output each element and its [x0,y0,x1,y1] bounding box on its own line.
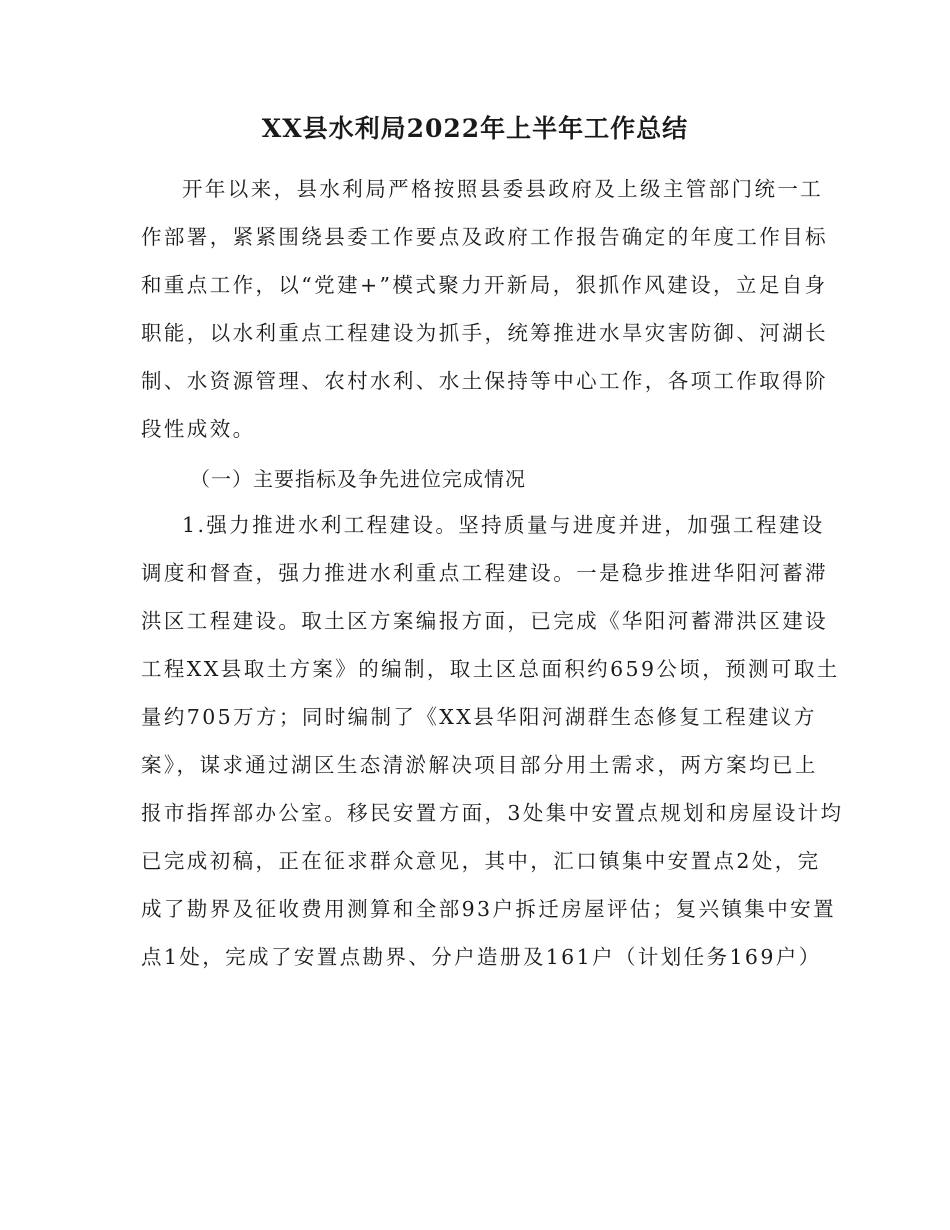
paragraph-line: 制、水资源管理、农村水利、水土保持等中心工作，各项工作取得阶 [141,369,828,393]
paragraph-line: 段性成效。 [141,417,256,441]
paragraph-line: 调度和督查，强力推进水利重点工程建设。一是稳步推进华阳河蓄滞 [141,561,828,585]
paragraph-line: 已完成初稿，正在征求群众意见，其中，汇口镇集中安置点2处，完 [141,849,821,873]
paragraph-line: 洪区工程建设。取土区方案编报方面，已完成《华阳河蓄滞洪区建设 [141,609,828,633]
section-heading: （一）主要指标及争先进位完成情况 [190,467,526,491]
paragraph-line: 报市指挥部办公室。移民安置方面，3处集中安置点规划和房屋设计均 [141,801,844,825]
paragraph-line: 1.强力推进水利工程建设。坚持质量与进度并进，加强工程建设 [182,513,825,537]
paragraph-line: 和重点工作，以“党建+”模式聚力开新局，狠抓作风建设，立足自身 [141,273,828,297]
paragraph-line: 成了勘界及征收费用测算和全部93户拆迁房屋评估；复兴镇集中安置 [141,897,836,921]
paragraph-line: 开年以来，县水利局严格按照县委县政府及上级主管部门统一工 [182,177,824,201]
intro-paragraph [141,165,828,453]
paragraph-line: 作部署，紧紧围绕县委工作要点及政府工作报告确定的年度工作目标 [141,225,828,249]
paragraph-line: 职能，以水利重点工程建设为抓手，统筹推进水旱灾害防御、河湖长 [141,321,828,345]
paragraph-line: 工程XX县取土方案》的编制，取土区总面积约659公顷，预测可取土 [141,657,840,681]
section-paragraph [141,501,844,981]
paragraph-line: 量约705万方；同时编制了《XX县华阳河湖群生态修复工程建议方 [141,705,817,729]
paragraph-line: 案》，谋求通过湖区生态清淤解决项目部分用土需求，两方案均已上 [141,753,818,777]
document-title: XX县水利局2022年上半年工作总结 [261,114,689,143]
paragraph-line: 点1处，完成了安置点勘界、分户造册及161户（计划任务169户） [141,945,822,969]
